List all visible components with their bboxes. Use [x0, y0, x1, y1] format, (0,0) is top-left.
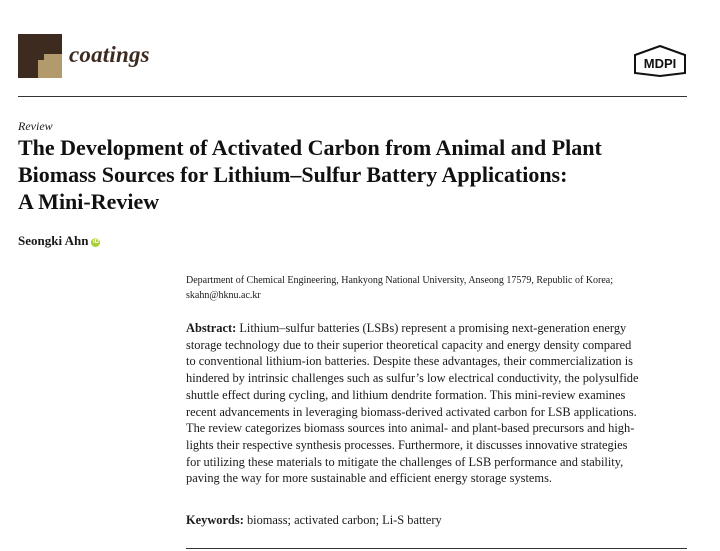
publisher-name: MDPI — [643, 56, 677, 71]
abstract-line: paving the way for more sustainable and efficient energy storage systems. — [186, 471, 552, 486]
title-line: The Development of Activated Carbon from Animal and Plant — [18, 135, 602, 160]
abstract-line: recent advancements in leveraging biomass-derived activated carbon for LSB applications. — [186, 404, 637, 419]
orcid-icon[interactable]: iD — [92, 239, 99, 245]
author — [18, 233, 100, 249]
header-rule — [18, 96, 687, 97]
title-line: A Mini-Review — [18, 189, 160, 214]
abstract-label: Abstract: — [186, 321, 237, 335]
author-name: Seongki Ahn — [18, 233, 89, 248]
footer-rule — [186, 548, 687, 549]
abstract-line: Lithium–sulfur batteries (LSBs) represent a promising next-generation energy — [239, 321, 627, 335]
affiliation-email[interactable]: skahn@hknu.ac.kr — [186, 290, 261, 301]
abstract-line: storage technology due to their superior theoretical capacity and energy density compared — [186, 337, 632, 352]
abstract-line: The review categorizes biomass sources into animal- and plant-based precursors and high- — [186, 421, 635, 436]
article-title — [18, 134, 698, 215]
keywords-label: Keywords: — [186, 513, 244, 527]
affiliation-line: Department of Chemical Engineering, Hankyong National University, Anseong 17579, Republic of Korea; — [186, 275, 614, 286]
keywords — [186, 513, 442, 528]
abstract — [186, 320, 706, 487]
keywords-text: biomass; activated carbon; Li-S battery — [246, 513, 442, 527]
affiliation — [186, 273, 613, 303]
article-type: Review — [18, 119, 53, 133]
journal-logo-icon — [18, 34, 62, 78]
abstract-line: hindered by intrinsic challenges such as sulfur’s low electrical conductivity, the polysulfide — [186, 371, 639, 386]
abstract-line: to conventional lithium-ion batteries. Despite these advantages, their commercialization is — [186, 354, 633, 369]
abstract-line: shuttle effect during cycling, and lithium dendrite formation. This mini-review examines — [186, 387, 626, 402]
abstract-line: lights their respective synthesis processes. Furthermore, it discusses innovative strategies — [186, 437, 628, 452]
journal-name: coatings — [69, 42, 150, 67]
publisher-logo — [633, 45, 687, 77]
abstract-line: for utilizing these materials to mitigate the challenges of LSB performance and stability, — [186, 454, 624, 469]
title-line: Biomass Sources for Lithium–Sulfur Battery Applications: — [18, 162, 568, 187]
